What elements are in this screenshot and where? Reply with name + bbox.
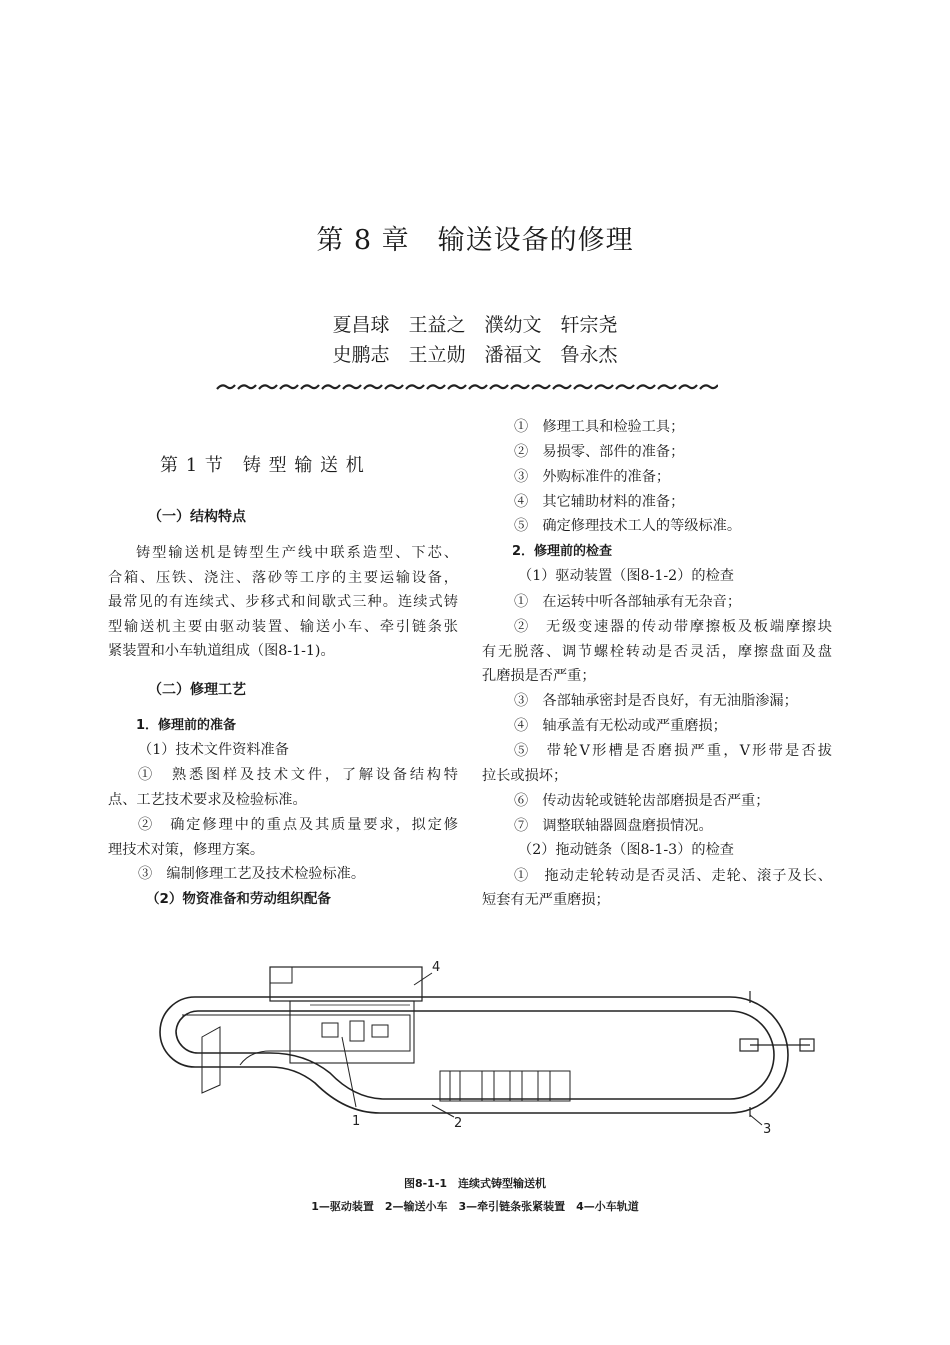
heading-preparation: 1．修理前的准备 xyxy=(136,718,237,733)
list-heading: （2）物资准备和劳动组织配备 xyxy=(146,891,331,907)
list-item: ⑦ 调整联轴器圆盘磨损情况。 xyxy=(514,818,713,834)
paragraph-line: 最常见的有连续式、步移式和间歇式三种。连续式铸 xyxy=(108,594,458,610)
divider-mark xyxy=(322,385,340,389)
section-title: 第 1 节 铸 型 输 送 机 xyxy=(160,455,365,476)
list-item: 拉长或损坏； xyxy=(482,768,568,784)
divider-mark xyxy=(406,385,424,389)
list-item: ④ 其它辅助材料的准备； xyxy=(514,494,685,510)
divider-mark xyxy=(700,385,718,389)
list-item: ③ 外购标准件的准备； xyxy=(514,469,671,485)
divider-mark xyxy=(637,385,655,389)
paragraph-line: 铸型输送机是铸型生产线中联系造型、下芯、 xyxy=(136,545,458,561)
list-item: ① 修理工具和检验工具； xyxy=(514,419,685,435)
list-heading: （2）拖动链条（图8-1-3）的检查 xyxy=(518,842,734,858)
divider-mark xyxy=(259,385,277,389)
list-item: 短套有无严重磨损； xyxy=(482,892,610,908)
list-item: ⑤ 带轮V形槽是否磨损严重，V形带是否拔 xyxy=(514,743,832,759)
list-item: ⑤ 确定修理技术工人的等级标准。 xyxy=(514,518,742,534)
conveyor-diagram xyxy=(110,955,830,1135)
list-item: ② 确定修理中的重点及其质量要求，拟定修 xyxy=(138,817,458,833)
figure-label-4: 4 xyxy=(432,960,441,975)
decorative-divider xyxy=(213,382,718,392)
divider-mark xyxy=(469,385,487,389)
divider-mark xyxy=(553,385,571,389)
drive-unit xyxy=(270,967,422,1001)
divider-mark xyxy=(238,385,256,389)
divider-mark xyxy=(301,385,319,389)
figure-label-2: 2 xyxy=(454,1116,463,1131)
authors-line-1: 夏昌球 王益之 濮幼文 轩宗尧 xyxy=(332,314,618,336)
divider-mark xyxy=(511,385,529,389)
divider-mark xyxy=(616,385,634,389)
divider-mark xyxy=(658,385,676,389)
paragraph-line: 型输送机主要由驱动装置、输送小车、牵引链条张 xyxy=(108,619,458,635)
divider-mark xyxy=(679,385,697,389)
figure-label-3: 3 xyxy=(763,1122,772,1135)
figure-legend: 1—驱动装置 2—输送小车 3—牵引链条张紧装置 4—小车轨道 xyxy=(311,1200,639,1213)
list-item: 理技术对策，修理方案。 xyxy=(108,842,265,858)
list-heading: （1）技术文件资料准备 xyxy=(138,742,289,758)
heading-inspection: 2．修理前的检查 xyxy=(512,544,613,559)
divider-mark xyxy=(343,385,361,389)
divider-mark xyxy=(448,385,466,389)
paragraph-line: 紧装置和小车轨道组成（图8-1-1)。 xyxy=(108,643,335,659)
paragraph-line: 合箱、压铁、浇注、落砂等工序的主要运输设备， xyxy=(108,570,458,586)
list-item: ④ 轴承盖有无松动或严重磨损； xyxy=(514,718,727,734)
list-item: ② 易损零、部件的准备； xyxy=(514,444,685,460)
heading-structure: （一）结构特点 xyxy=(148,509,246,525)
divider-mark xyxy=(574,385,592,389)
track-inner xyxy=(176,1011,774,1099)
divider-mark xyxy=(532,385,550,389)
chapter-title: 第 8 章 输送设备的修理 xyxy=(316,225,634,256)
divider-mark xyxy=(385,385,403,389)
divider-mark xyxy=(217,385,235,389)
divider-mark xyxy=(490,385,508,389)
figure-label-1: 1 xyxy=(352,1114,361,1129)
chain-tensioner xyxy=(740,991,814,1117)
authors-line-2: 史鹏志 王立勋 潘福文 鲁永杰 xyxy=(332,344,618,366)
heading-process: （二）修理工艺 xyxy=(148,682,246,698)
list-item: 点、工艺技术要求及检验标准。 xyxy=(108,792,307,808)
list-item: 有无脱落、调节螺栓转动是否灵活，摩擦盘面及盘 xyxy=(482,644,832,660)
divider-mark xyxy=(595,385,613,389)
divider-mark xyxy=(280,385,298,389)
divider-mark xyxy=(427,385,445,389)
list-item: ① 熟悉图样及技术文件，了解设备结构特 xyxy=(138,767,458,783)
conveyor-cars xyxy=(440,1071,570,1101)
list-heading: （1）驱动装置（图8-1-2）的检查 xyxy=(518,568,734,584)
list-item: ① 拖动走轮转动是否灵活、走轮、滚子及长、 xyxy=(514,868,832,884)
divider-mark xyxy=(364,385,382,389)
list-item: 孔磨损是否严重； xyxy=(482,668,596,684)
list-item: ③ 各部轴承密封是否良好，有无油脂渗漏； xyxy=(514,693,798,709)
list-item: ① 在运转中听各部轴承有无杂音； xyxy=(514,594,742,610)
track-outer xyxy=(160,997,788,1113)
figure-caption: 图8-1-1 连续式铸型输送机 xyxy=(403,1177,547,1190)
list-item: ⑥ 传动齿轮或链轮齿部磨损是否严重； xyxy=(514,793,770,809)
list-item: ② 无级变速器的传动带摩擦板及板端摩擦块 xyxy=(514,619,832,635)
list-item: ③ 编制修理工艺及技术检验标准。 xyxy=(138,866,366,882)
